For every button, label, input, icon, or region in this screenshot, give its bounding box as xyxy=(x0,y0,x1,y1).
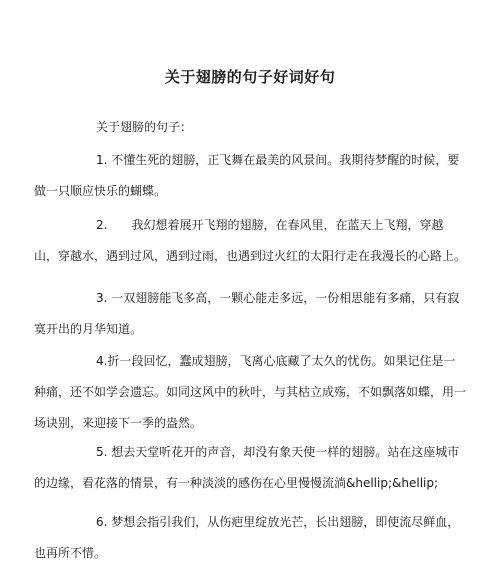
paragraph-4: 4.折一段回忆，蠢成翅膀，飞离心底藏了太久的忧伤。如果记住是一种痛，还不如学会遗忘。如同这风中的秋叶，与其枯立成殇，不如飘落如蝶，用一场诀别，来迎接下一季的盎然。 xyxy=(34,354,467,430)
paragraph-1: 1. 不懂生死的翅膀，正飞舞在最美的风景间。我期待梦醒的时候，要做一只顺应快乐的蝴蝶。 xyxy=(34,153,460,198)
intro-heading: 关于翅膀的句子： xyxy=(96,120,193,134)
paragraph-6: 6. 梦想会指引我们，从伤疤里绽放光芒，长出翅膀，即使流尽鲜血，也再所不惜。 xyxy=(34,515,460,560)
paragraph-5: 5. 想去天堂听花开的声音，却没有象天使一样的翅膀。站在这座城市的边缘，看花落的情景，有一种淡淡的感伤在心里慢慢流淌&hellip;&hellip; xyxy=(34,445,460,490)
document-title: 关于翅膀的句子好词好句 xyxy=(164,68,336,86)
paragraph-3: 3. 一双翅膀能飞多高，一颗心能走多远，一份相思能有多痛，只有寂寞开出的月华知道。 xyxy=(34,291,460,336)
paragraph-2: 2. 我幻想着展开飞翔的翅膀，在春风里，在蓝天上飞翔，穿越山，穿越水，遇到过风，遇到过雨，也遇到过火红的太阳行走在我漫长的心路上。 xyxy=(34,218,467,263)
